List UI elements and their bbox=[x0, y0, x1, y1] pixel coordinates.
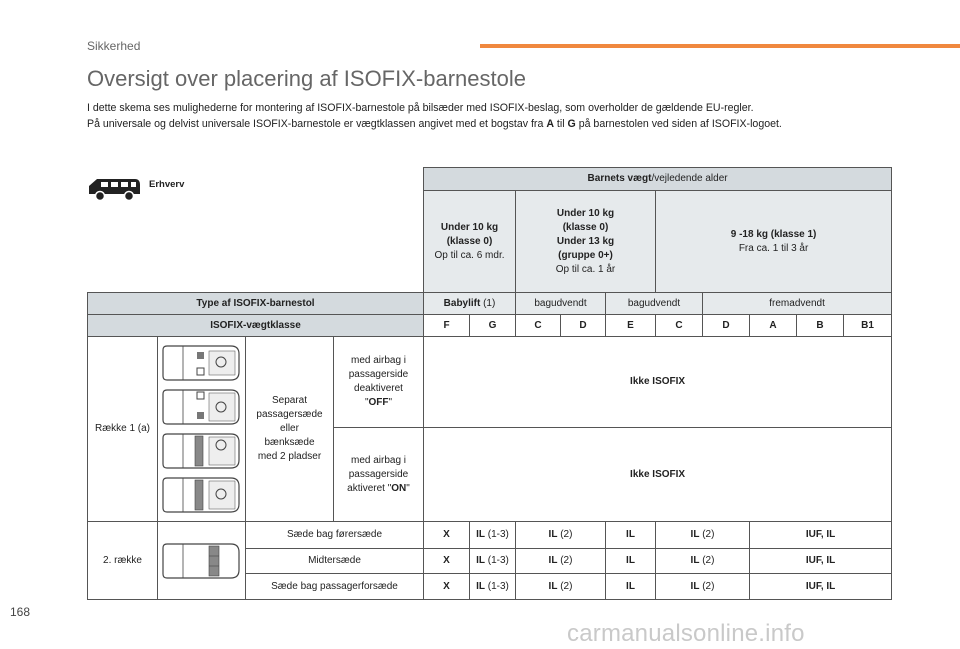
section-accent-bar bbox=[480, 44, 960, 48]
compat-cell: IL (1-3) bbox=[470, 522, 516, 549]
class-cell: C bbox=[656, 315, 703, 337]
compat-cell: IL (2) bbox=[516, 522, 606, 549]
watermark: carmanualsonline.info bbox=[567, 620, 805, 647]
compat-cell: IL (2) bbox=[516, 549, 606, 574]
type-babylift: Babylift (1) bbox=[424, 293, 516, 315]
compat-cell: IUF, IL bbox=[750, 522, 892, 549]
compat-cell: X bbox=[424, 574, 470, 600]
row1-seat-description: Separat passagersæde eller bænksæde med 2 pladser bbox=[246, 337, 334, 522]
class-cell: E bbox=[606, 315, 656, 337]
class-cell: G bbox=[470, 315, 516, 337]
compat-cell: IL bbox=[606, 549, 656, 574]
airbag-off-condition: med airbag i passagerside deaktiveret "OFF" bbox=[334, 337, 424, 428]
row1-label: Række 1 (a) bbox=[88, 337, 158, 522]
class-cell: C bbox=[516, 315, 561, 337]
weight-col-babylift: Under 10 kg (klasse 0) Op til ca. 6 mdr. bbox=[424, 191, 516, 293]
airbag-on-condition: med airbag i passagerside aktiveret "ON" bbox=[334, 428, 424, 522]
row1-seat-diagrams bbox=[158, 337, 246, 522]
compat-cell: IL (1-3) bbox=[470, 549, 516, 574]
compat-cell: IL (2) bbox=[656, 549, 750, 574]
class-cell: D bbox=[561, 315, 606, 337]
weight-header: Barnets vægt/vejledende alder bbox=[424, 168, 892, 191]
compat-cell: IUF, IL bbox=[750, 574, 892, 600]
intro-line-1: I dette skema ses mulighederne for montering af ISOFIX-barnestole på bilsæder med ISOFIX-beslag, som overholder de gældende EU-regler. bbox=[87, 102, 754, 114]
isofix-table bbox=[87, 167, 892, 600]
van-icon bbox=[87, 175, 143, 208]
row2-seat-diagram bbox=[158, 522, 246, 600]
seat-name: Midtersæde bbox=[246, 549, 424, 574]
compat-cell: IL (1-3) bbox=[470, 574, 516, 600]
intro-text bbox=[87, 100, 927, 132]
rear-seat-diagram-icon bbox=[161, 540, 243, 582]
front-seat-diagram-icon bbox=[161, 430, 243, 472]
vehicle-type-label: Erhverv bbox=[149, 179, 185, 190]
row2-label: 2. række bbox=[88, 522, 158, 600]
seat-name: Sæde bag førersæde bbox=[246, 522, 424, 549]
weight-col-class-1: 9 -18 kg (klasse 1) Fra ca. 1 til 3 år bbox=[656, 191, 892, 293]
type-forward-facing: fremadvendt bbox=[703, 293, 892, 315]
compat-cell: IL (2) bbox=[656, 574, 750, 600]
airbag-on-result: Ikke ISOFIX bbox=[424, 428, 892, 522]
compat-cell: X bbox=[424, 549, 470, 574]
seat-name: Sæde bag passagerforsæde bbox=[246, 574, 424, 600]
airbag-off-result: Ikke ISOFIX bbox=[424, 337, 892, 428]
compat-cell: IL (2) bbox=[656, 522, 750, 549]
intro-line-2: På universale og delvist universale ISOFIX-barnestole er vægtklassen angivet med et bogstav fra A til G på barnestolen ved siden af ISOFIX-logoet. bbox=[87, 118, 782, 130]
class-cell: A bbox=[750, 315, 797, 337]
page-number: 168 bbox=[10, 605, 31, 619]
class-cell: B bbox=[797, 315, 844, 337]
compat-cell: IL (2) bbox=[516, 574, 606, 600]
class-cell: D bbox=[703, 315, 750, 337]
page-title: Oversigt over placering af ISOFIX-barnestole bbox=[87, 66, 526, 91]
class-row-label: ISOFIX-vægtklasse bbox=[88, 315, 424, 337]
compat-cell: IL bbox=[606, 574, 656, 600]
compat-cell: IUF, IL bbox=[750, 549, 892, 574]
class-cell: F bbox=[424, 315, 470, 337]
front-seat-diagram-icon bbox=[161, 386, 243, 428]
front-seat-diagram-icon bbox=[161, 342, 243, 384]
compat-cell: IL bbox=[606, 522, 656, 549]
type-rear-facing-2: bagudvendt bbox=[606, 293, 703, 315]
class-cell: B1 bbox=[844, 315, 892, 337]
section-label: Sikkerhed bbox=[87, 39, 141, 53]
weight-col-rear-facing: Under 10 kg (klasse 0) Under 13 kg (gruppe 0+) Op til ca. 1 år bbox=[516, 191, 656, 293]
type-rear-facing-1: bagudvendt bbox=[516, 293, 606, 315]
front-seat-diagram-icon bbox=[161, 474, 243, 516]
compat-cell: X bbox=[424, 522, 470, 549]
type-row-label: Type af ISOFIX-barnestol bbox=[88, 293, 424, 315]
